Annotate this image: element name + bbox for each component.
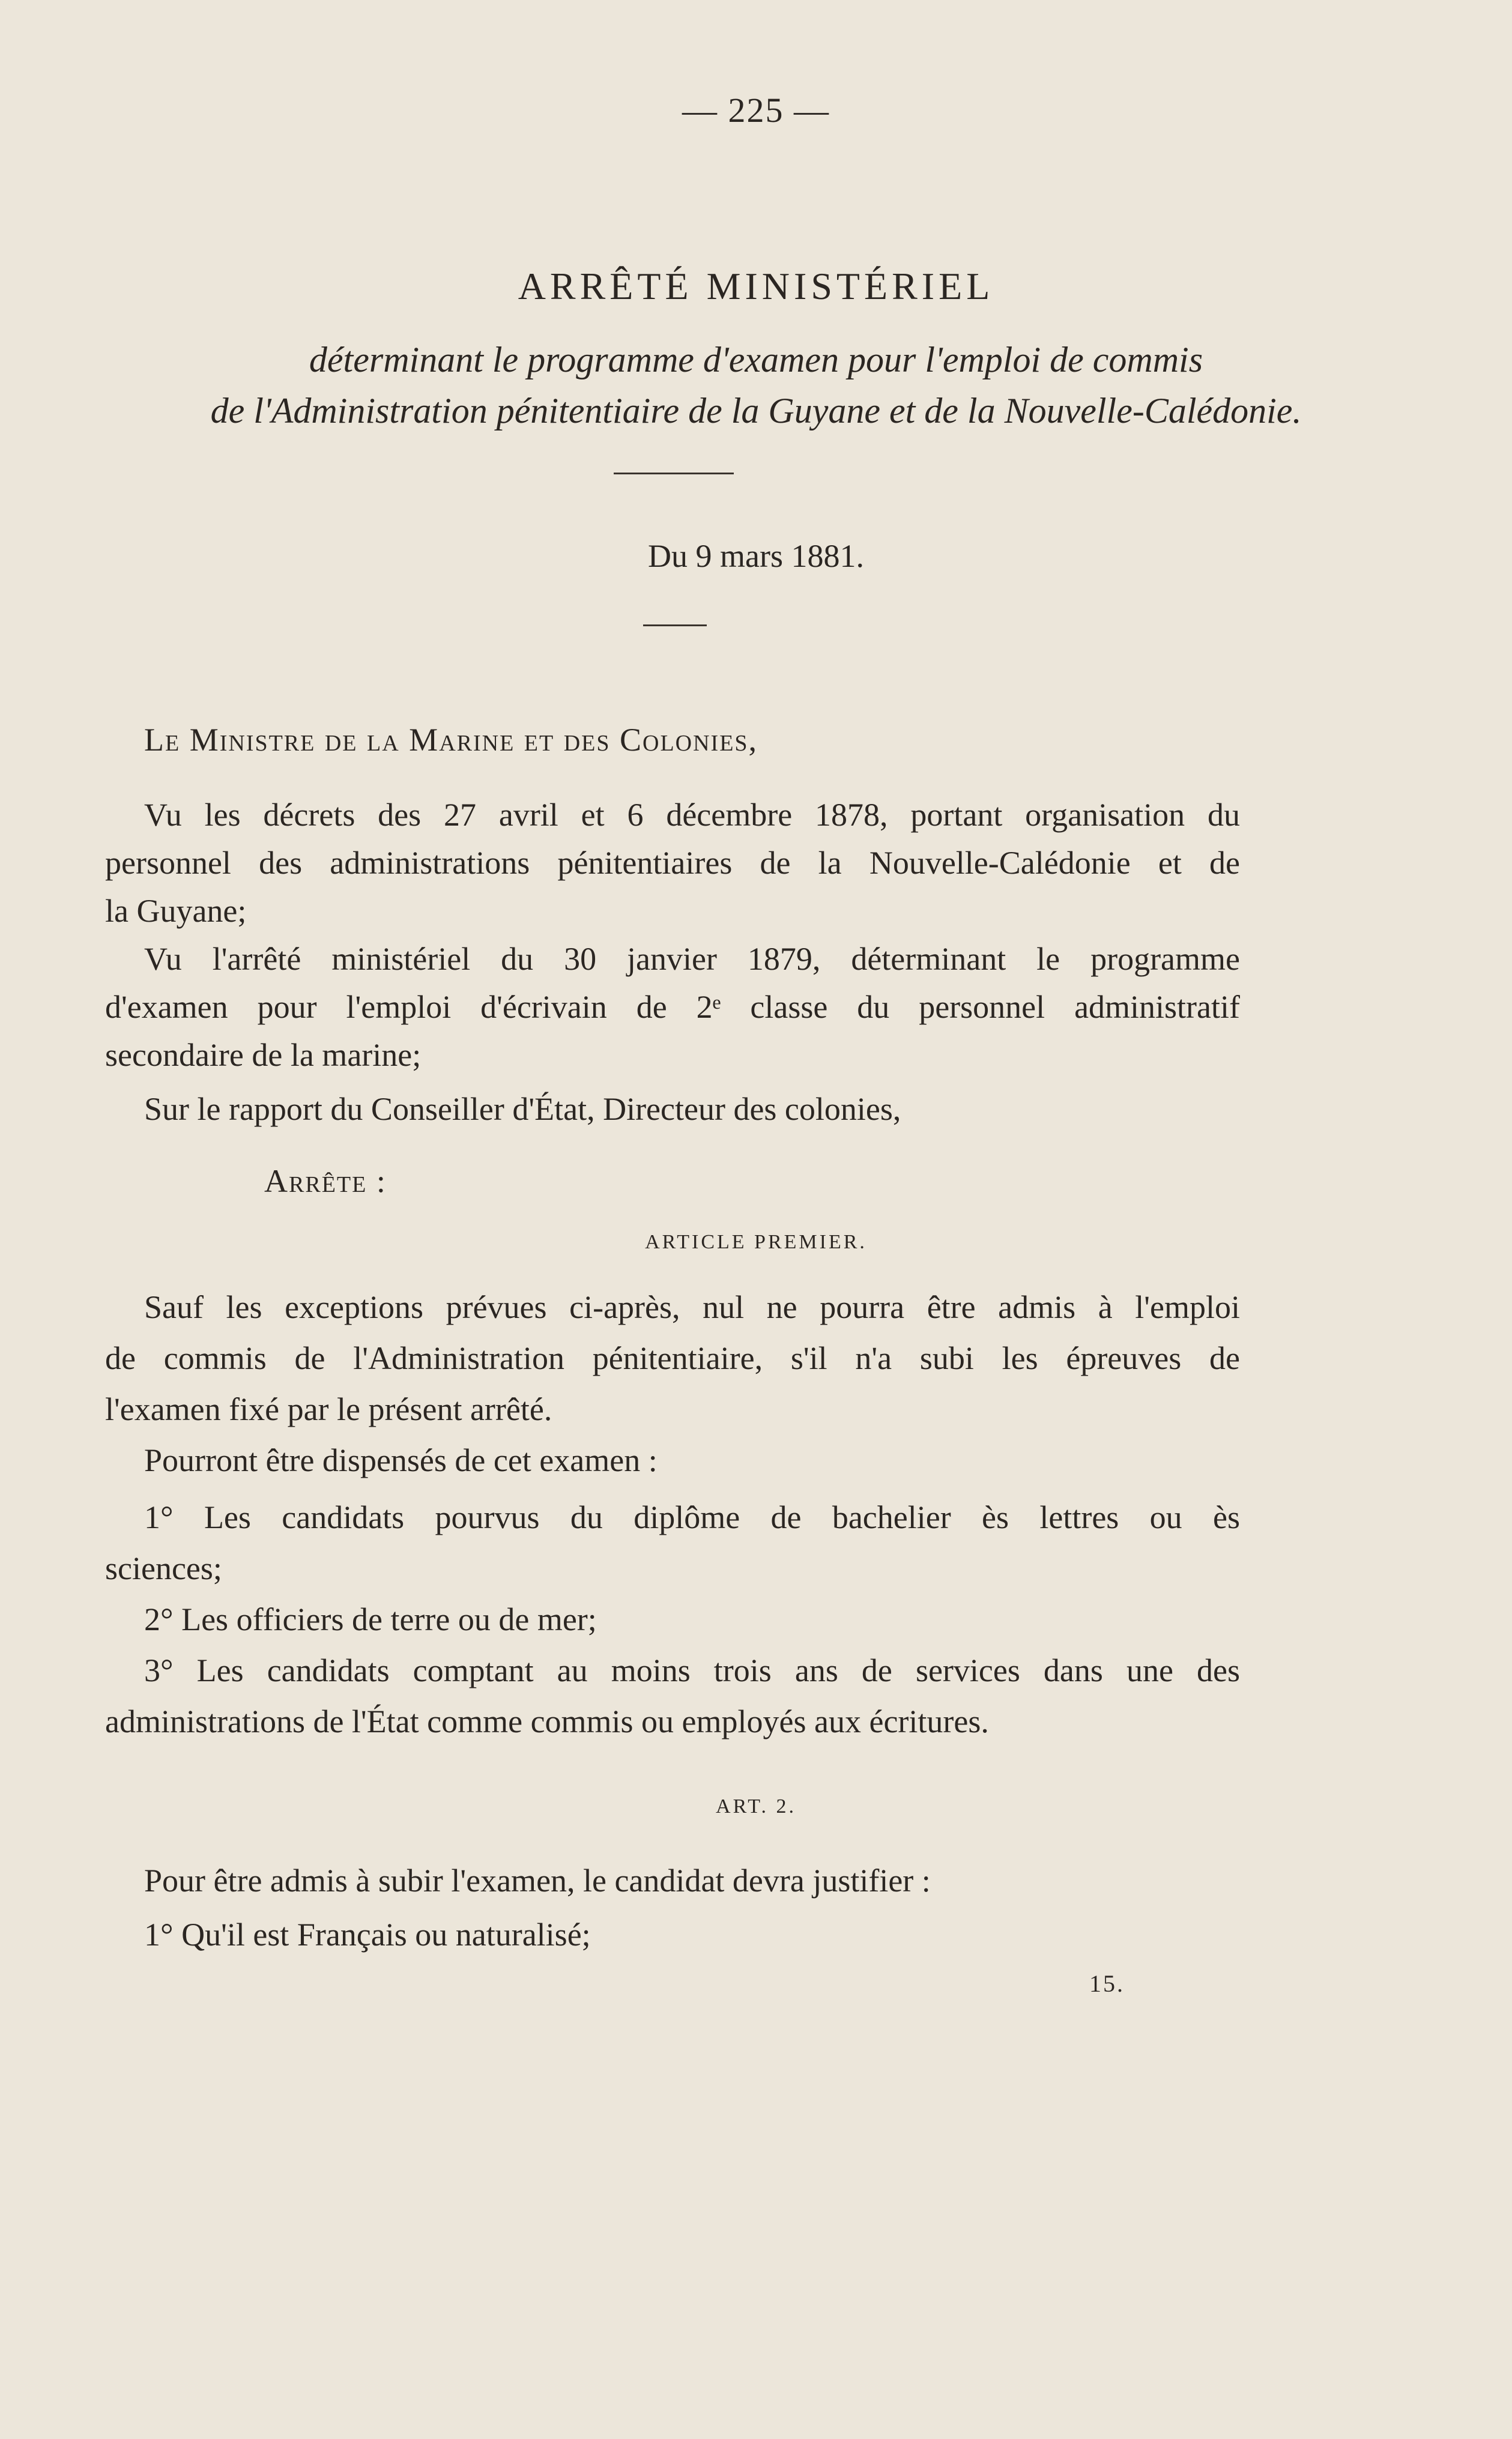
article-1-line: Pourront être dispensés de cet examen : — [144, 1442, 658, 1478]
article-1-line: sciences; — [105, 1550, 222, 1586]
article-1-line: l'examen fixé par le présent arrêté. — [105, 1391, 552, 1427]
preamble-line: Sur le rapport du Conseiller d'État, Directeur des colonies, — [144, 1091, 901, 1127]
article-2-heading: ART. 2. — [716, 1795, 796, 1818]
preamble-line: secondaire de la marine; — [105, 1037, 422, 1073]
arrete-label: Arrête : — [264, 1163, 387, 1199]
document-date: Du 9 mars 1881. — [648, 538, 864, 574]
article-1-line: 3° Les candidats comptant au moins trois ans de services dans une des — [144, 1652, 1240, 1688]
article-1-line: 1° Les candidats pourvus du diplôme de bachelier ès lettres ou ès — [144, 1499, 1240, 1535]
article-2-line: Pour être admis à subir l'examen, le candidat devra justifier : — [144, 1863, 931, 1899]
article-1-line: Sauf les exceptions prévues ci-après, nul ne pourra être admis à l'emploi — [144, 1289, 1240, 1325]
article-1-heading: ARTICLE PREMIER. — [645, 1231, 867, 1253]
subtitle-line-2: de l'Administration pénitentiaire de la Guyane et de la Nouvelle-Calédonie. — [210, 391, 1302, 431]
article-1-line: 2° Les officiers de terre ou de mer; — [144, 1601, 597, 1637]
signature-mark: 15. — [1089, 1970, 1125, 1997]
preamble-line: la Guyane; — [105, 893, 247, 929]
subtitle-line-1: déterminant le programme d'examen pour l'emploi de commis — [309, 340, 1203, 379]
article-2-line: 1° Qu'il est Français ou naturalisé; — [144, 1917, 591, 1953]
article-1-line: administrations de l'État comme commis ou employés aux écritures. — [105, 1703, 989, 1739]
minister-heading: Le Ministre de la Marine et des Colonies, — [144, 722, 758, 758]
preamble-line: Vu les décrets des 27 avril et 6 décembre 1878, portant organisation du — [144, 797, 1240, 833]
article-1-line: de commis de l'Administration pénitentiaire, s'il n'a subi les épreuves de — [105, 1340, 1240, 1376]
date-divider — [643, 624, 707, 626]
page-number: — 225 — — [682, 91, 830, 130]
preamble-line: personnel des administrations pénitentiaires de la Nouvelle-Calédonie et de — [105, 845, 1240, 881]
preamble-line: d'examen pour l'emploi d'écrivain de 2ᵉ classe du personnel administratif — [105, 989, 1240, 1025]
document-title: ARRÊTÉ MINISTÉRIEL — [518, 265, 994, 307]
preamble-line: Vu l'arrêté ministériel du 30 janvier 1879, déterminant le programme — [144, 941, 1240, 977]
title-divider — [614, 473, 734, 474]
